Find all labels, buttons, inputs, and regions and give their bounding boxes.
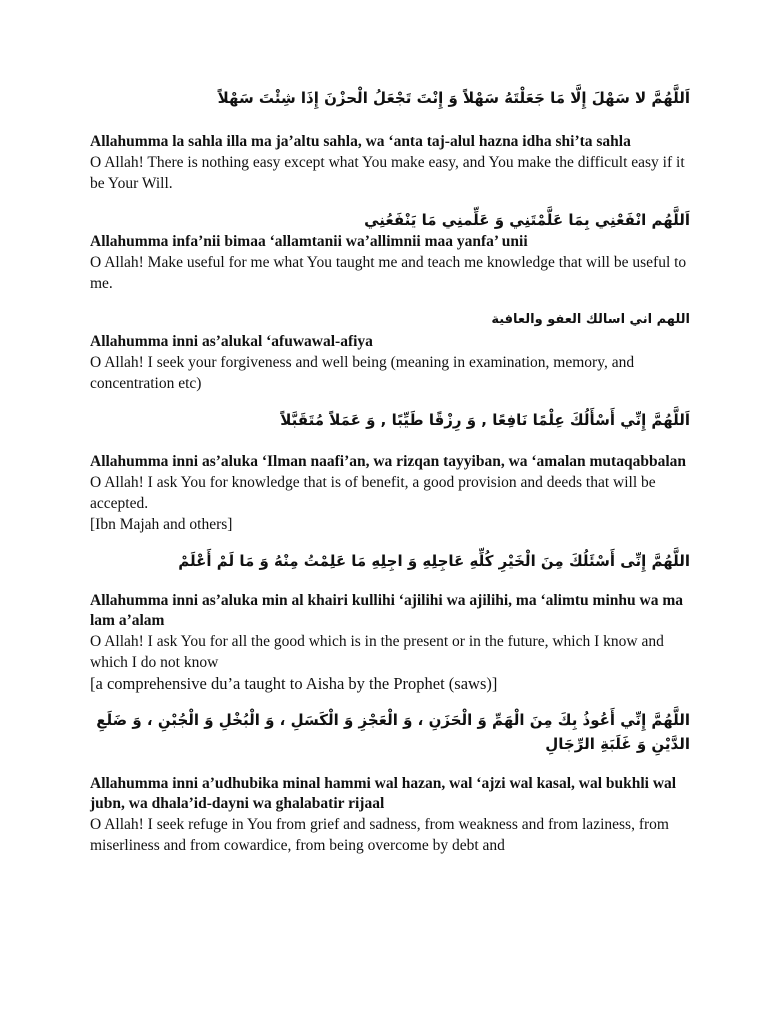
dua-block-6	[90, 708, 690, 856]
dua-transliteration: Allahumma inni as’aluka min al khairi kullihi ‘ajilihi wa ajilihi, ma ‘alimtu minhu wa ma lam a’alam	[90, 592, 683, 629]
dua-transliteration: Allahumma inni as’aluka ‘Ilman naafi’an, wa rizqan tayyiban, wa ‘amalan mutaqabbalan	[90, 453, 687, 470]
dua-meaning: O Allah! Make useful for me what You taught me and teach me knowledge that will be useful to me.	[90, 254, 687, 292]
dua-transliteration: Allahumma inni a’udhubika minal hammi wal hazan, wal ‘ajzi wal kasal, wal bukhli wal jubn, wa dhala’id-dayni wa ghalabatir rijaal	[90, 775, 677, 812]
dua-transliteration: Allahumma inni as’alukal ‘afuwawal-afiya	[90, 333, 373, 350]
dua-meaning: O Allah! I ask You for all the good which is in the present or in the future, which I know and which I do not know	[90, 633, 664, 671]
dua-block-5	[90, 549, 690, 694]
dua-meaning: O Allah! I seek refuge in You from grief and sadness, from weakness and from laziness, from miserliness and from cowardice, from being overcome by debt and	[90, 816, 669, 854]
dua-block-3	[90, 308, 690, 394]
dua-meaning: O Allah! I seek your forgiveness and well being (meaning in examination, memory, and concentration etc)	[90, 354, 635, 392]
dua-arabic: اَللَّهُم انْفَعْنِي بِمَا عَلَّمْتَنِي وَ عَلِّمنِي مَا يَنْفَعُنِي	[364, 211, 690, 229]
dua-arabic: اللَّهُمَّ إِنِّى أَسْئَلُكَ مِنَ الْخَيْرِ كُلِّهِ عَاجِلِهِ وَ اجِلِهِ مَا عَلِمْتُ مِنْهُ وَ مَا لَمْ أَعْلَمْ	[178, 552, 690, 570]
dua-arabic: اَللَّهُمَّ لا سَهْلَ إِلَّا مَا جَعَلْتَهُ سَهْلاً وَ إِنْتَ تَجْعَلُ الْحزْنَ إِذَا شِئْتَ سَهْلاً	[217, 89, 690, 107]
dua-arabic: اَللَّهُمَّ إِنِّي أَسْأَلُكَ عِلْمًا نَافِعًا , وَ رِزْقًا طَيِّبًا , وَ عَمَلاً مُتَقَبَّلاً	[280, 411, 690, 429]
dua-arabic: اللَّهُمَّ إِنِّي أَعُوذُ بِكَ مِنَ الْهَمِّ وَ الْحَزَنِ ، وَ الْعَجْزِ وَ الْكَسَلِ ، وَ الْبُخْلِ وَ الْجُبْنِ ، وَ ضَلَعِ الدَّيْنِ وَ غَلَبَةِ الرِّجَالِ	[96, 711, 690, 753]
dua-block-2	[90, 208, 690, 294]
dua-arabic: اللهم اني اسالك العفو والعافية	[491, 312, 690, 327]
document-page	[90, 86, 690, 856]
dua-source: [Ibn Majah and others]	[90, 516, 233, 533]
dua-block-1	[90, 86, 690, 194]
dua-meaning: O Allah! There is nothing easy except what You make easy, and You make the difficult easy if it be Your Will.	[90, 154, 685, 192]
dua-meaning: O Allah! I ask You for knowledge that is of benefit, a good provision and deeds that will be accepted.	[90, 474, 656, 512]
dua-transliteration: Allahumma la sahla illa ma ja’altu sahla, wa ‘anta taj-alul hazna idha shi’ta sahla	[90, 133, 631, 150]
dua-note: [a comprehensive du’a taught to Aisha by the Prophet (saws)]	[90, 674, 498, 693]
dua-transliteration: Allahumma infa’nii bimaa ‘allamtanii wa’allimnii maa yanfa’ unii	[90, 233, 528, 250]
dua-block-4	[90, 408, 690, 535]
